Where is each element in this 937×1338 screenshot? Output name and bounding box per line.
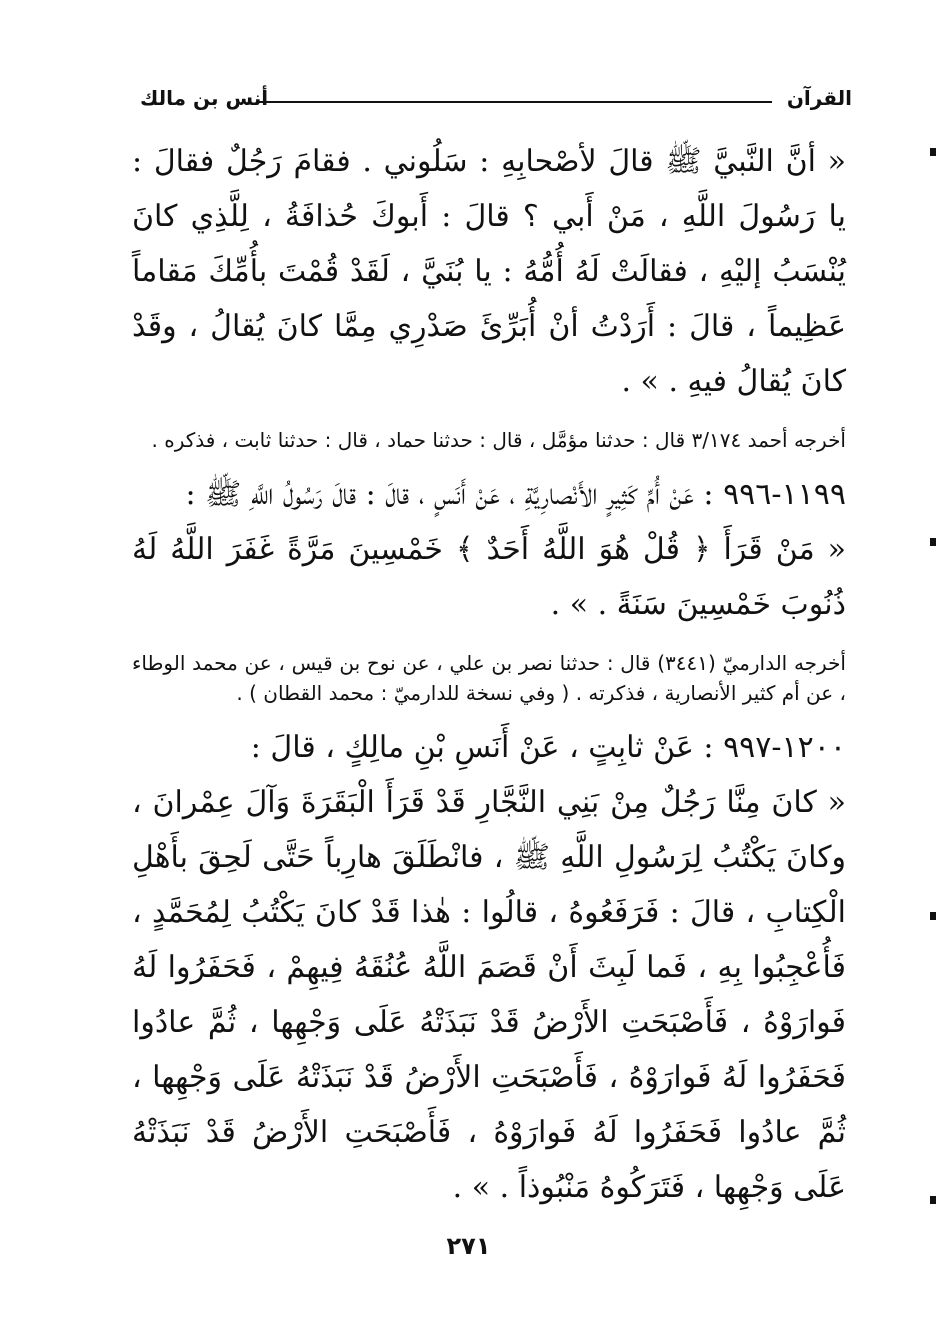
hadith-text-1: « أنَّ النَّبيَّ ﷺ قالَ لأصْحابِهِ : سَلُوني . فقامَ رَجُلٌ فقالَ : يا رَسُولَ اللَّهِ ، مَنْ أَبي ؟ قالَ : أَبوكَ حُذافَةُ ، لِلَّذِي كانَ يُنْسَبُ إليْهِ ، فقالَتْ لَهُ أُمُّهُ : يا بُنَيَّ ، لَقَدْ قُمْتَ بأُمِّكَ مَقاماً عَظِيماً ، قالَ : أَرَدْتُ أنْ أُبَرِّئَ صَدْرِي مِمَّا كانَ يُقالُ ، وقَدْ كانَ يُقالُ فيهِ . » . [132,144,846,399]
header-chapter: القرآن [786,86,852,110]
hadith-heading-1200: ١٢٠٠-٩٩٧ : عَنْ ثابِتٍ ، عَنْ أَنَسِ بْنِ مالِكٍ ، قالَ : [250,730,846,765]
page-body [132,134,846,1215]
page-number: ٢٧١ [446,1232,491,1260]
source-note-1199: أخرجه الدارميّ (٣٤٤١) قال : حدثنا نصر بن علي ، عن نوح بن قيس ، عن محمد الوطاء ، عن أم كثير الأنصارية ، فذكرته . ( وفي نسخة للدارميّ : محمد القطان ) . [132,651,846,705]
margin-mark [930,912,936,920]
header-rule [258,101,772,103]
header-book-title: أنس بن مالك [140,86,269,110]
source-note-1: أخرجه أحمد ٣/١٧٤ قال : حدثنا مؤمَّل ، قال : حدثنا حماد ، قال : حدثنا ثابت ، فذكره . [151,428,846,452]
hadith-heading-1199: ١١٩٩-٩٩٦ : عَنْ أُمِّ كَثِيرٍ الأَنْصارِيَّةِ ، عَنْ أَنَسٍ ، قالَ : قالَ رَسُولُ اللَّهِ ﷺ : [185,477,846,512]
running-header [140,80,852,124]
hadith-text-1199: « مَنْ قَرَأَ ﴿ قُلْ هُوَ اللَّهُ أَحَدٌ ﴾ خَمْسِينَ مَرَّةً غَفَرَ اللَّهُ لَهُ ذُنُوبَ خَمْسِينَ سَنَةً . » . [132,532,846,622]
hadith-text-1200: « كانَ مِنَّا رَجُلٌ مِنْ بَنِي النَّجَّارِ قَدْ قَرَأَ الْبَقَرَةَ وَآلَ عِمْرانَ ، وكانَ يَكْتُبُ لِرَسُولِ اللَّهِ ﷺ ، فانْطَلَقَ هارِباً حَتَّى لَحِقَ بأَهْلِ الْكِتابِ ، قالَ : فَرَفَعُوهُ ، قالُوا : هٰذا قَدْ كانَ يَكْتُبُ لِمُحَمَّدٍ ، فَأُعْجِبُوا بِهِ ، فَما لَبِثَ أَنْ قَصَمَ اللَّهُ عُنُقَهُ فِيهِمْ ، فَحَفَرُوا لَهُ فَوارَوْهُ ، فَأَصْبَحَتِ الأَرْضُ قَدْ نَبَذَتْهُ عَلَى وَجْهِها ، ثُمَّ عادُوا فَحَفَرُوا لَهُ فَوارَوْهُ ، فَأَصْبَحَتِ الأَرْضُ قَدْ نَبَذَتْهُ عَلَى وَجْهِها ، ثُمَّ عادُوا فَحَفَرُوا لَهُ فَوارَوْهُ ، فَأَصْبَحَتِ الأَرْضُ قَدْ نَبَذَتْهُ عَلَى وَجْهِها ، فَتَرَكُوهُ مَنْبُوذاً . » . [132,785,846,1205]
margin-mark [930,1196,936,1204]
margin-mark [930,148,936,156]
margin-mark [930,538,936,546]
